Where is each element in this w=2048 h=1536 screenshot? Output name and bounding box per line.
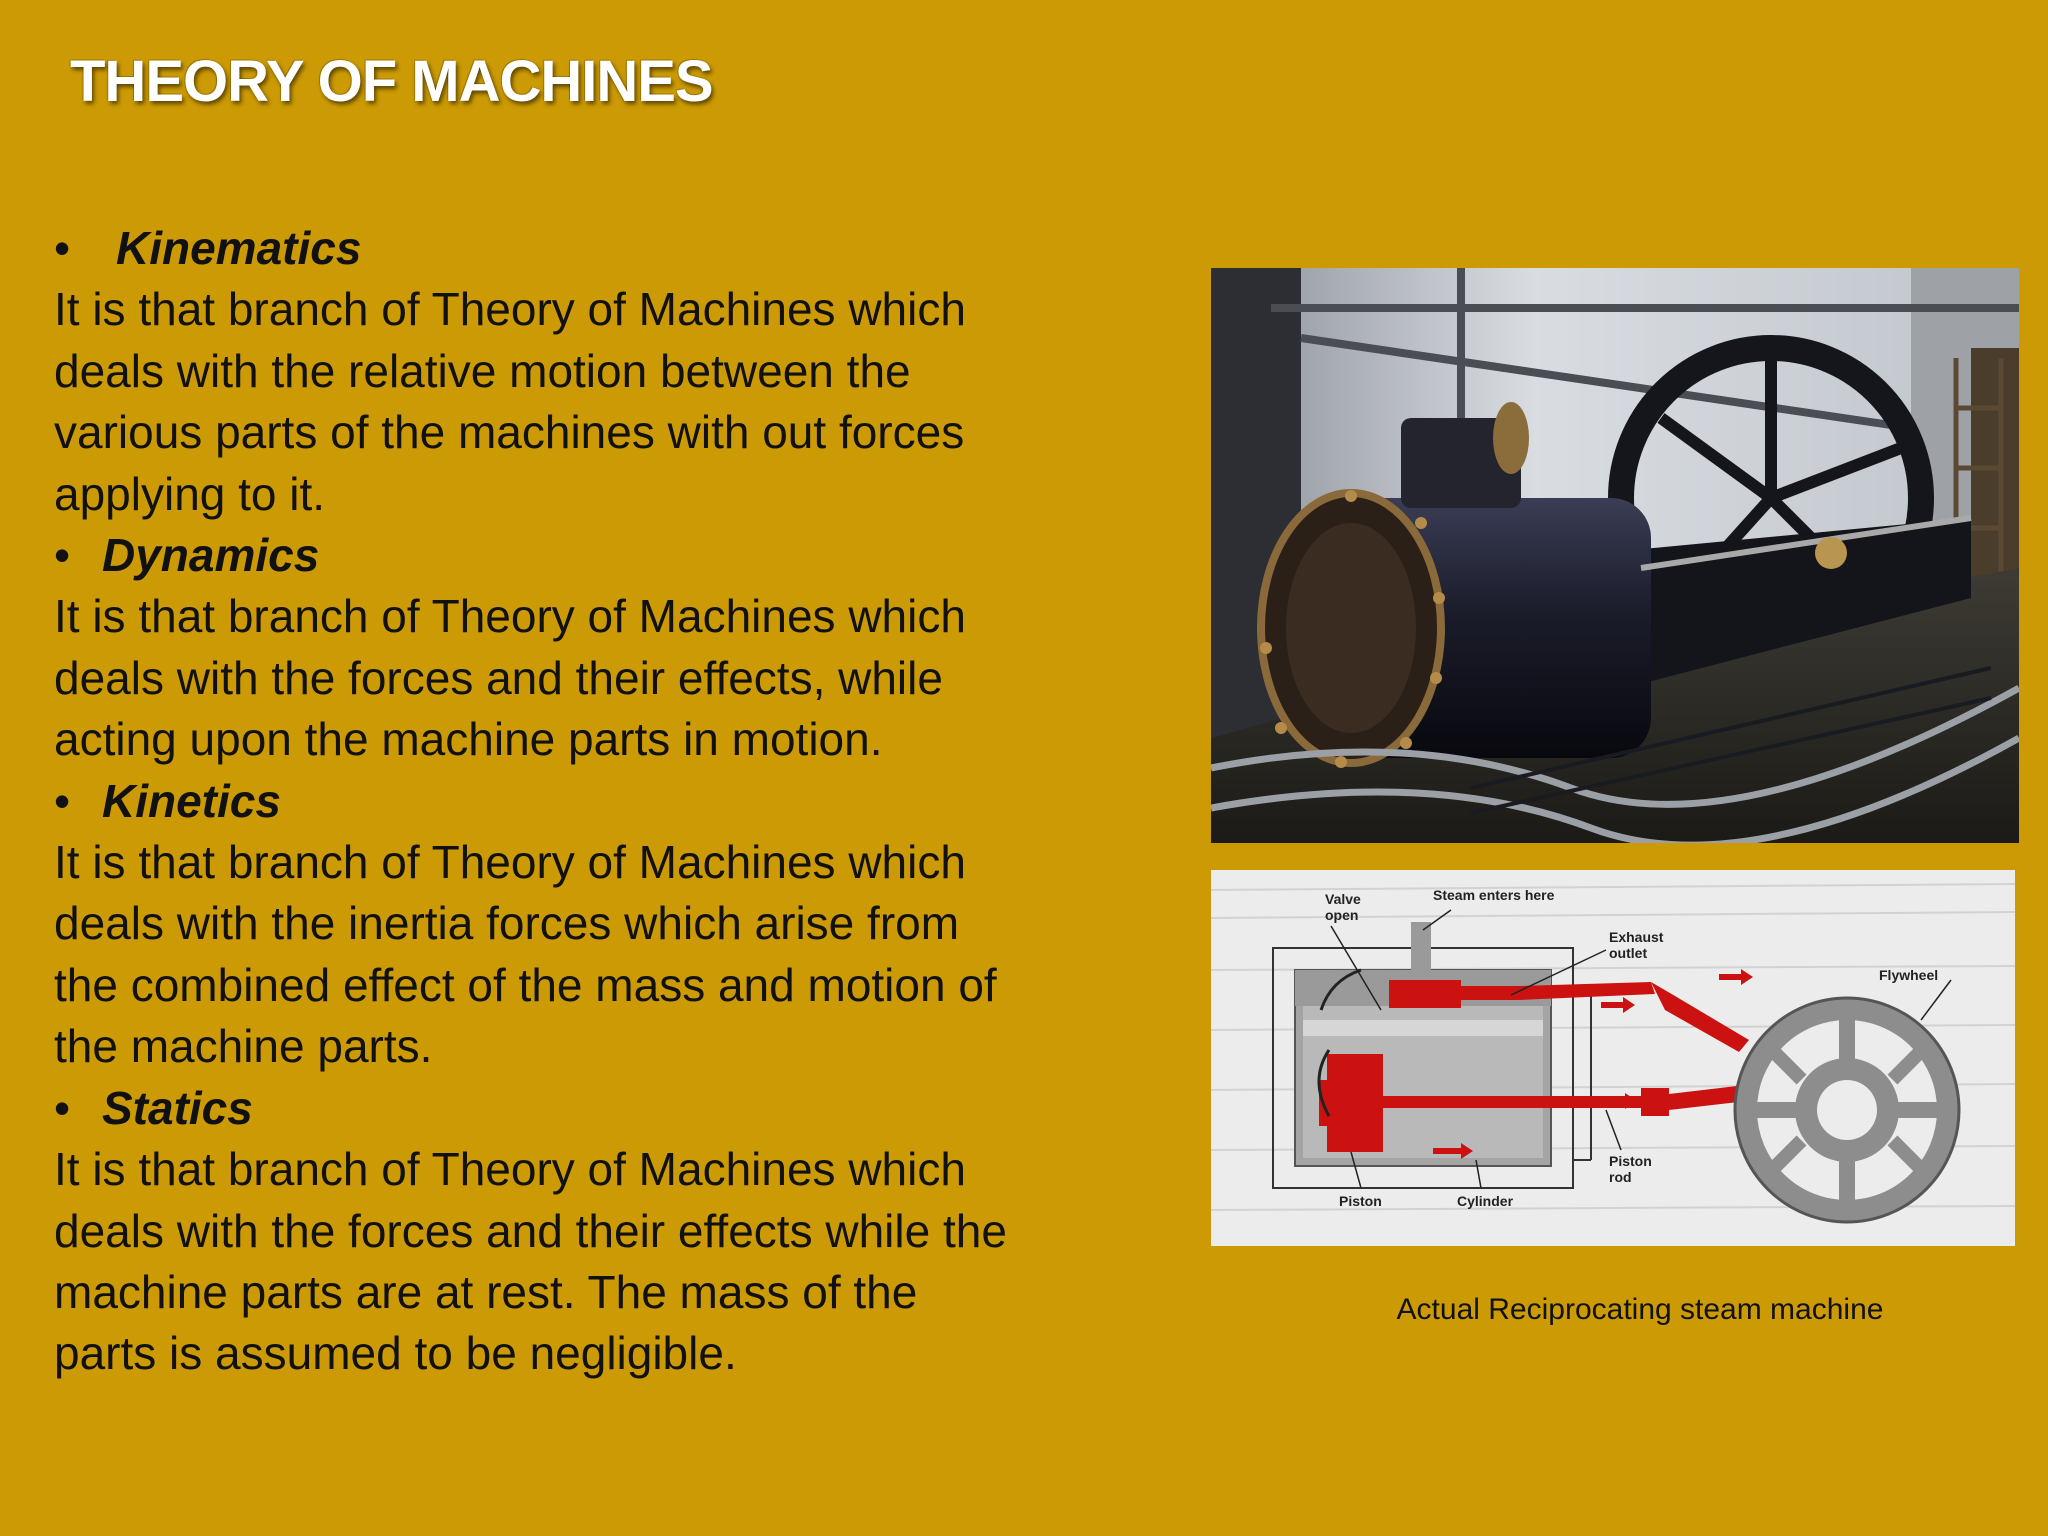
- bullet-icon: •: [54, 222, 71, 274]
- bullet-icon: •: [54, 529, 71, 582]
- slide-title: THEORY OF MACHINES: [70, 49, 713, 114]
- label-valve-open-2: open: [1325, 907, 1359, 923]
- definition-line: deals with the inertia forces which arise from: [54, 897, 960, 950]
- heading-text: Statics: [102, 1081, 253, 1134]
- diagram-schematic: [1211, 870, 2015, 1246]
- definition-line: the machine parts.: [54, 1020, 433, 1073]
- definition-line: It is that branch of Theory of Machines which: [54, 283, 966, 336]
- label-steam-enters: Steam enters here: [1433, 887, 1555, 903]
- definition-line: parts is assumed to be negligible.: [54, 1327, 737, 1380]
- section-heading: [54, 771, 1184, 832]
- definition-line: deals with the relative motion between the: [54, 344, 911, 397]
- label-piston-rod-2: rod: [1609, 1169, 1632, 1185]
- section-kinetics: [54, 771, 1184, 1078]
- definition-line: acting upon the machine parts in motion.: [54, 713, 883, 766]
- definition-line: It is that branch of Theory of Machines which: [54, 590, 966, 643]
- steam-engine-photo: [1211, 268, 2019, 843]
- label-exhaust-2: outlet: [1609, 945, 1648, 961]
- definition-line: deals with the forces and their effects, while: [54, 651, 943, 704]
- section-heading: [54, 1078, 1184, 1139]
- section-statics: [54, 1078, 1184, 1385]
- steam-engine-illustration: [1211, 268, 2019, 843]
- heading-text: Kinetics: [102, 774, 281, 827]
- definition-line: the combined effect of the mass and motion of: [54, 958, 997, 1011]
- definitions-list: [54, 218, 1184, 1385]
- section-dynamics: [54, 525, 1184, 771]
- bullet-icon: •: [54, 774, 71, 827]
- definition-line: deals with the forces and their effects while the: [54, 1204, 1007, 1257]
- section-heading: [54, 218, 1184, 279]
- bullet-icon: •: [54, 1081, 71, 1134]
- label-piston: Piston: [1339, 1193, 1382, 1209]
- definition-line: various parts of the machines with out forces: [54, 406, 965, 459]
- definition-line: It is that branch of Theory of Machines which: [54, 836, 966, 889]
- label-valve-open-1: Valve: [1325, 891, 1361, 907]
- figure-caption: Actual Reciprocating steam machine: [1396, 1293, 1884, 1326]
- section-kinematics: [54, 218, 1184, 525]
- definition-line: It is that branch of Theory of Machines which: [54, 1143, 966, 1196]
- definition-line: applying to it.: [54, 467, 326, 520]
- section-heading: [54, 525, 1184, 586]
- label-exhaust-1: Exhaust: [1609, 929, 1664, 945]
- heading-text: Dynamics: [102, 529, 320, 582]
- definition-line: machine parts are at rest. The mass of the: [54, 1265, 918, 1318]
- label-cylinder: Cylinder: [1457, 1193, 1514, 1209]
- steam-engine-diagram: [1211, 870, 2015, 1246]
- label-piston-rod-1: Piston: [1609, 1153, 1652, 1169]
- label-flywheel: Flywheel: [1879, 967, 1939, 983]
- heading-text: Kinematics: [116, 222, 362, 274]
